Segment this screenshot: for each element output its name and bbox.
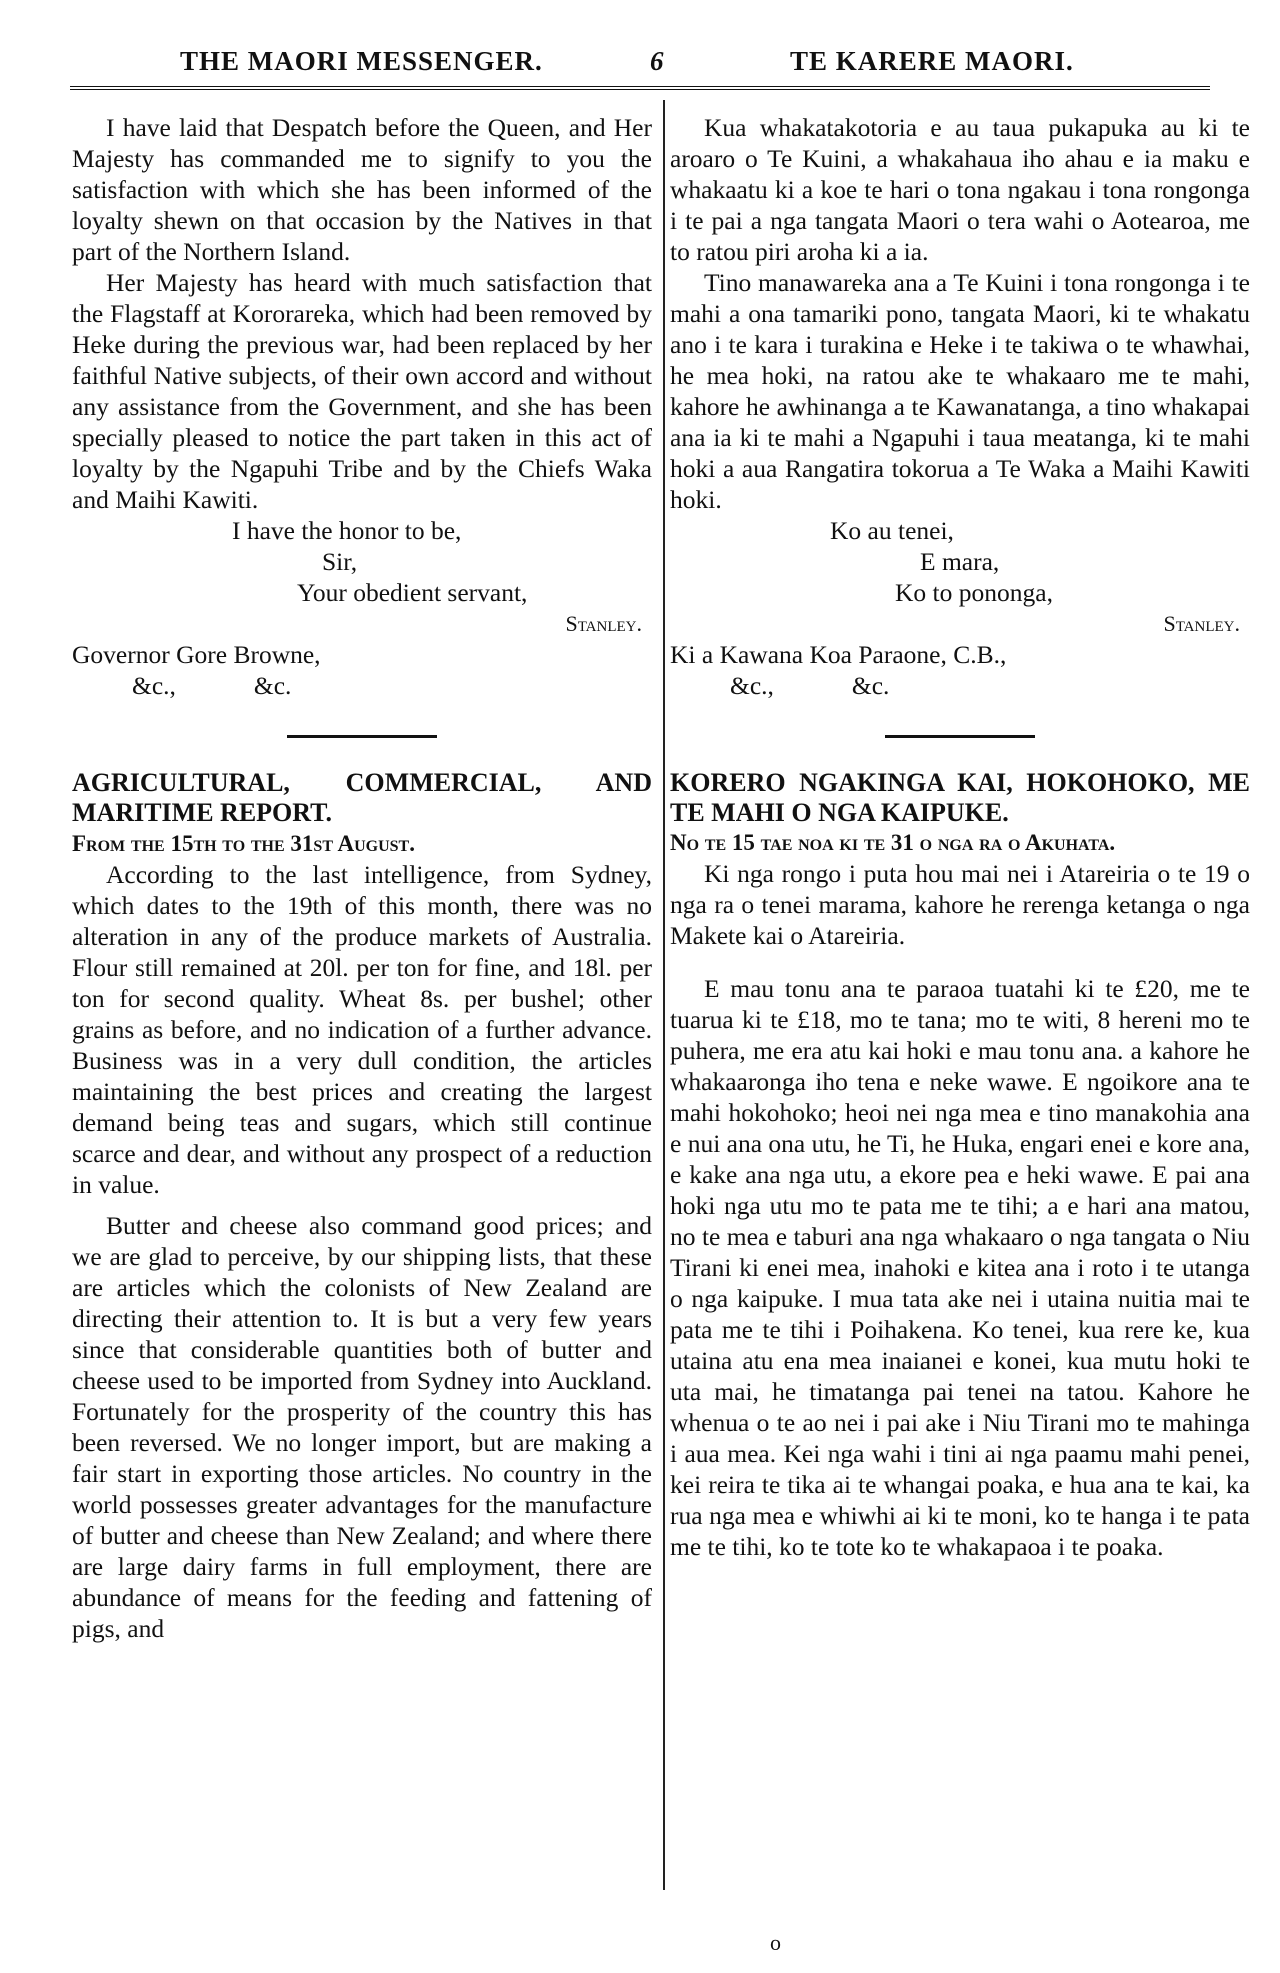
letter-paragraph-2: Tino manawareka ana a Te Kuini i tona rongonga i te mahi a ona tamariki pono, tangata Maori, ki te whakatu ano i te kara i turakina e Heke i te takiwa o te whawhai, he mea hoki, na ratou ake te whakaaro me te mahi, kahore he awhinanga a te Kawanatanga, a tino whakapai ana ia ki te mahi a Ngapuhi i taua meatanga, ki te mahi hoki a aua Rangatira tokorua a Te Waka a Maihi Kawiti hoki.	[670, 268, 1250, 514]
footer-mark: o	[770, 1930, 781, 1955]
etc-line	[670, 670, 1250, 701]
header-maori-title: TE KARERE MAORI.	[790, 46, 1074, 76]
report-paragraph-2: E mau tonu ana te paraoa tuatahi ki te £20, me te tuarua ki te £18, mo te tana; mo te witi, 8 hereni mo te puhera, me era atu kai hoki e mau tonu ana. a kahore he whakaaronga iho tena e neke wawe. E ngoikore ana te mahi hokohoko; heoi nei nga mea e tino manakohia ana e nui ana ona utu, he Ti, he Huka, engari enei e kore ana, e kake ana nga utu, a ekore pea e heki wawe. E pai ana hoki nga utu mo te pata me te tihi; a e hari ana matou, no te mea e taburi ana nga whakaaro o nga tangata o Niu Tirani ki enei mea, inahoki e kitea ana i roto i te utanga o nga kaipuke. I mua tata ake nei i utaina nuitia mai te pata me te tihi i Poihakena. Ko tenei, kua rere ke, kua utaina atu ena mea inaianei e konei, kua mutu hoki te uta mai, he timatanga pai tenei na tatou. Kahore he whenua o te ao nei i pai ake i Niu Tirani mo te mahinga i aua mea. Kei nga wahi i tini ai nga paamu mahi penei, kei reira te tika ai te whangai poaka, e hua ana te kai, ka rua nga mea e whiwhi ai ki te moni, ko te hanga i te pata me te tihi, ko te tote ko te whakapaoa i te poaka.	[670, 974, 1250, 1561]
report-paragraph-1: According to the last intelligence, from Sydney, which dates to the 19th of this month, there was no alteration in any of the produce markets of Australia. Flour still remained at 20l. per ton for fine, and 18l. per ton for second quality. Wheat 8s. per bushel; other grains as before, and no indication of a further advance. Business was in a very dull condition, the articles maintaining the best prices and creating the largest demand being teas and sugars, which still continue scarce and dear, and without any prospect of a reduction in value.	[72, 860, 652, 1199]
report-paragraph-1: Ki nga rongo i puta hou mai nei i Atareiria o te 19 o nga ra o tenei marama, kahore he rerenga ketanga o nga Makete kai o Atareiria.	[670, 859, 1250, 950]
letter-paragraph-2: Her Majesty has heard with much satisfaction that the Flagstaff at Kororareka, which had been removed by Heke during the previous war, had been replaced by her faithful Native subjects, of their own accord and without any assistance from the Government, and she has been specially pleased to notice the part taken in this act of loyalty by the Ngapuhi Tribe and by the Chiefs Waka and Maihi Kawiti.	[72, 268, 652, 514]
signature: Stanley.	[1163, 611, 1240, 636]
page-number: 6	[650, 46, 665, 76]
english-column	[72, 112, 652, 1644]
header-rule	[70, 86, 1210, 90]
report-title: KORERO NGAKINGA KAI, HOKOHOKO, ME TE MAHI O NGA KAIPUKE.	[670, 768, 1250, 827]
etc-line	[72, 670, 652, 701]
signature: Stanley.	[565, 611, 642, 636]
letter-paragraph-1: Kua whakatakotoria e au taua pukapuka au ki te aroaro o Te Kuini, a whakahaua iho ahau e ia maku e whakaatu ki a koe te hari o tona ngakau i tona rongonga i te pai a nga tangata Maori o tera wahi o Aotearoa, me to ratou piri aroha ki a ia.	[670, 113, 1250, 266]
report-paragraph-2: Butter and cheese also command good prices; and we are glad to perceive, by our shipping lists, that these are articles which the colonists of New Zealand are directing their attention to. It is but a very few years since that considerable quantities both of butter and cheese used to be imported from Sydney into Auckland. Fortunately for the prosperity of the country this has been reversed. We no longer import, but are making a fair start in exporting those articles. No country in the world possesses greater advantages for the manufacture of butter and cheese than New Zealand; and where there are large dairy farms in full employment, there are abundance of means for the feeding and fattening of pigs, and	[72, 1211, 652, 1643]
closing-line-1: Ko au tenei,	[830, 516, 954, 545]
maori-column	[670, 112, 1250, 1562]
report-title: AGRICULTURAL, COMMERCIAL, AND MARITIME REPORT.	[72, 768, 652, 827]
page-header	[70, 40, 1210, 86]
addressee: Governor Gore Browne,	[72, 640, 321, 669]
etc-1: &c.,	[730, 671, 774, 700]
etc-2: &c.	[253, 671, 292, 700]
header-english-title: THE MAORI MESSENGER.	[180, 46, 543, 76]
etc-2: &c.	[851, 671, 890, 700]
addressee: Ki a Kawana Koa Paraone, C.B.,	[670, 640, 1007, 669]
section-separator	[885, 735, 1035, 738]
report-dates: No te 15 tae noa ki te 31 o nga ra o Akuhata.	[670, 830, 1116, 855]
report-dates: From the 15th to the 31st August.	[72, 831, 415, 856]
closing-line-2: Sir,	[322, 547, 358, 576]
closing-line-3: Ko to pononga,	[895, 578, 1053, 607]
closing-line-3: Your obedient servant,	[297, 578, 528, 607]
closing-line-2: E mara,	[920, 547, 1000, 576]
closing-line-1: I have the honor to be,	[232, 516, 462, 545]
letter-paragraph-1: I have laid that Despatch before the Queen, and Her Majesty has commanded me to signify to you the satisfaction with which she has been informed of the loyalty shewn on that occasion by the Natives in that part of the Northern Island.	[72, 113, 652, 266]
section-separator	[287, 735, 437, 738]
etc-1: &c.,	[132, 671, 176, 700]
column-divider	[663, 100, 665, 1890]
